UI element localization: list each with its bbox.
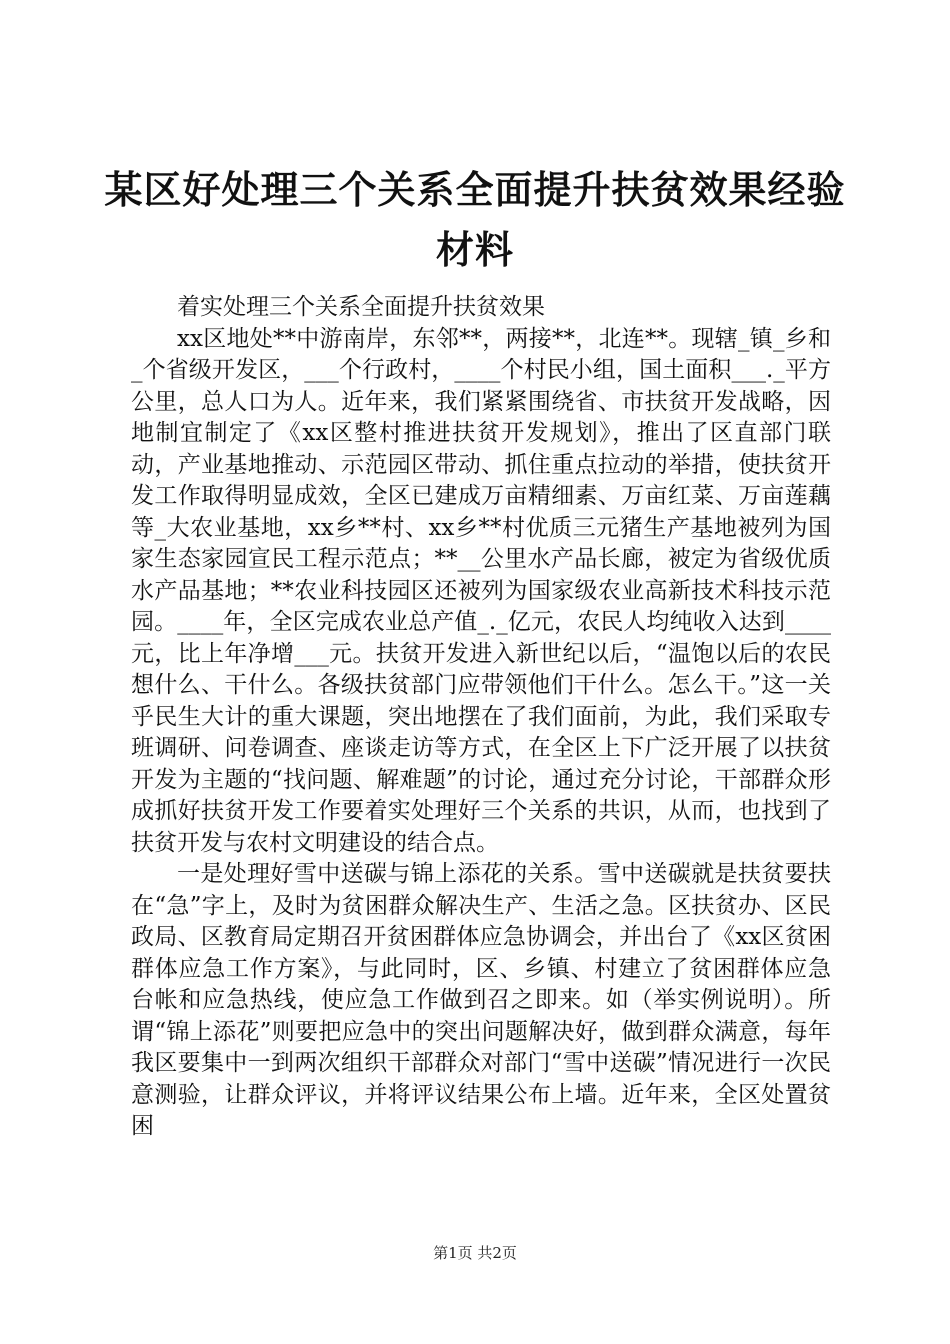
document-title: 某区好处理三个关系全面提升扶贫效果经验材料 [104,167,846,272]
document-body [131,292,831,1143]
body-paragraph: 一是处理好雪中送碳与锦上添花的关系。雪中送碳就是扶贫要扶在“急”字上，及时为贫困群众解决生产、生活之急。区扶贫办、区民政局、区教育局定期召开贫困群体应急协调会，并出台了《xx区贫困群体应急工作方案》，与此同时，区、乡镇、村建立了贫困群体应急台帐和应急热线，使应急工作做到召之即来。如（举实例说明）。所谓“锦上添花”则要把应急中的突出问题解决好，做到群众满意，每年我区要集中一到两次组织干部群众对部门“雪中送碳”情况进行一次民意测验，让群众评议，并将评议结果公布上墙。近年来，全区处置贫困 [131,861,831,1139]
page-number-footer: 第1页 共2页 [433,1244,517,1262]
body-paragraph: xx区地处**中游南岸，东邻**，两接**，北连**。现辖_镇_乡和_个省级开发区，___个行政村，____个村民小组，国土面积___._平方公里，总人口为人。近年来，我们紧紧围绕省、市扶贫开发战略，因地制宜制定了《xx区整村推进扶贫开发规划》，推出了区直部门联动，产业基地推动、示范园区带动、抓住重点拉动的举措，使扶贫开发工作取得明显成效，全区已建成万亩精细素、万亩红菜、万亩莲藕等_大农业基地，xx乡**村、xx乡**村优质三元猪生产基地被列为国家生态家园宣民工程示范点；**__公里水产品长廊，被定为省级优质水产品基地；**农业科技园区还被列为国家级农业高新技术科技示范园。____年，全区完成农业总产值_._亿元，农民人均纯收入达到____元，比上年净增___元。扶贫开发进入新世纪以后，“温饱以后的农民想什么、干什么。各级扶贫部门应带领他们干什么。怎么干。”这一关乎民生大计的重大课题，突出地摆在了我们面前，为此，我们采取专班调研、问卷调查、座谈走访等方式，在全区上下广泛开展了以扶贫开发为主题的“找问题、解难题”的讨论，通过充分讨论，干部群众形成抓好扶贫开发工作要着实处理好三个关系的共识，从而，也找到了扶贫开发与农村文明建设的结合点。 [131,325,831,856]
subtitle-paragraph: 着实处理三个关系全面提升扶贫效果 [177,294,545,320]
